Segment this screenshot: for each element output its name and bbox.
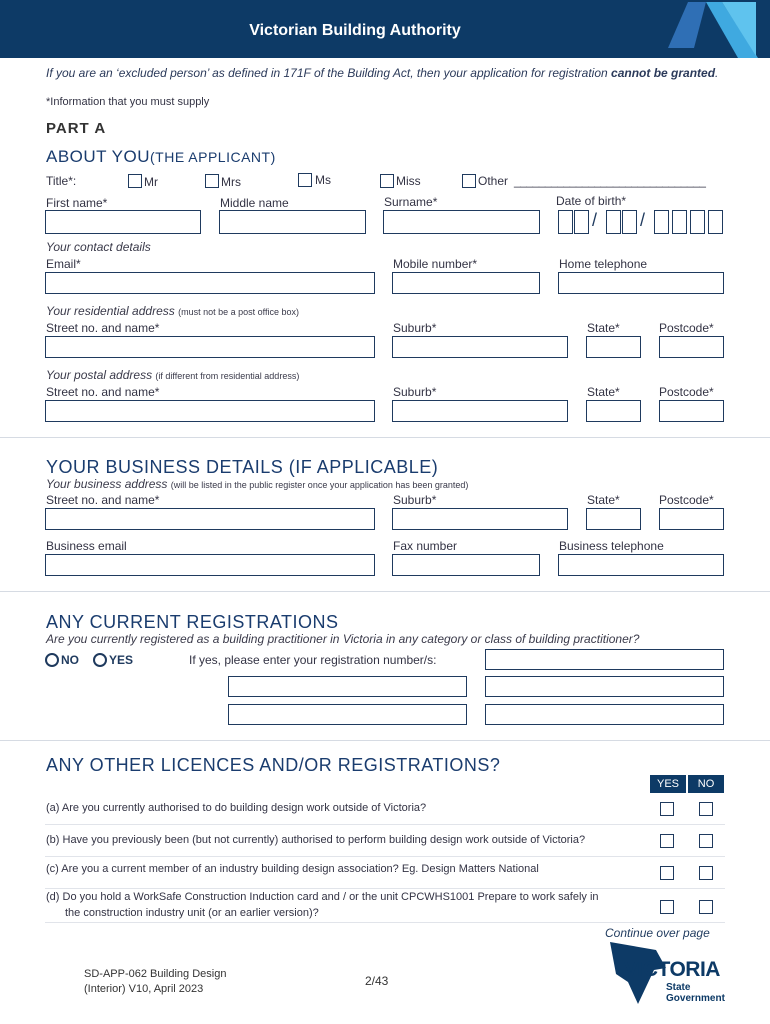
- bus-email-label: Business email: [46, 539, 127, 553]
- registration-number-field-2[interactable]: [228, 676, 467, 697]
- excluded-person-note: [46, 66, 736, 80]
- part-a-label: PART A: [46, 120, 107, 137]
- dob-year-1[interactable]: [654, 210, 669, 234]
- title-label: Title*:: [46, 174, 77, 188]
- bus-fax-label: Fax number: [393, 539, 458, 553]
- email-label: Email*: [46, 257, 81, 271]
- excluded-text: If you are an ‘excluded person’ as defined in 171F of the Building Act, then your application for registration: [46, 66, 612, 80]
- postal-street-field[interactable]: [45, 400, 375, 422]
- dob-day-2[interactable]: [574, 210, 589, 234]
- title-mrs-checkbox[interactable]: [205, 174, 219, 188]
- bus-street-field[interactable]: [45, 508, 375, 530]
- registration-number-field-3[interactable]: [485, 676, 724, 697]
- registration-number-field-1[interactable]: [485, 649, 724, 670]
- first-name-field[interactable]: [45, 210, 201, 234]
- res-suburb-field[interactable]: [392, 336, 568, 358]
- bus-postcode-field[interactable]: [659, 508, 724, 530]
- res-state-field[interactable]: [586, 336, 641, 358]
- surname-label: Surname*: [384, 195, 438, 209]
- registration-number-field-4[interactable]: [228, 704, 467, 725]
- page-number: 2/43: [365, 974, 389, 988]
- bus-state-field[interactable]: [586, 508, 641, 530]
- dob-year-3[interactable]: [690, 210, 705, 234]
- dob-month-2[interactable]: [622, 210, 637, 234]
- home-phone-label: Home telephone: [559, 257, 648, 271]
- dob-label: Date of birth*: [556, 194, 627, 208]
- bus-email-field[interactable]: [45, 554, 375, 576]
- business-heading: YOUR BUSINESS DETAILS (IF APPLICABLE): [46, 457, 439, 477]
- title-miss-checkbox[interactable]: [380, 174, 394, 188]
- registered-no-radio[interactable]: [45, 653, 59, 667]
- question-a-no-checkbox[interactable]: [699, 802, 713, 816]
- res-street-field[interactable]: [45, 336, 375, 358]
- col-no-header: NO: [688, 775, 724, 793]
- home-phone-field[interactable]: [558, 272, 724, 294]
- question-d-no-checkbox[interactable]: [699, 900, 713, 914]
- question-c-no-checkbox[interactable]: [699, 866, 713, 880]
- registrations-heading: ANY CURRENT REGISTRATIONS: [46, 612, 339, 632]
- state-government-text: [666, 982, 725, 1004]
- registered-yes-label: YES: [109, 653, 134, 667]
- question-c-yes-checkbox[interactable]: [660, 866, 674, 880]
- question-divider: [45, 888, 725, 889]
- postal-suburb-field[interactable]: [392, 400, 568, 422]
- res-street-label: Street no. and name*: [46, 321, 160, 335]
- title-other-line: _______________________________: [514, 174, 706, 188]
- vba-logo-icon: [660, 0, 770, 58]
- bus-state-label: State*: [587, 493, 620, 507]
- first-name-label: First name*: [46, 196, 108, 210]
- residential-note: (must not be a post office box): [178, 307, 299, 317]
- section-divider: [0, 437, 770, 438]
- logo-state: State: [666, 982, 691, 993]
- dob-month-1[interactable]: [606, 210, 621, 234]
- logo-government: Government: [666, 993, 725, 1004]
- registration-number-label: If yes, please enter your registration number/s:: [189, 653, 437, 667]
- question-a-yes-checkbox[interactable]: [660, 802, 674, 816]
- title-ms-label: Ms: [315, 173, 331, 187]
- question-c: (c) Are you a current member of an industry building design association? Eg. Design Matters National: [46, 863, 539, 875]
- dob-sep-2: /: [640, 210, 646, 230]
- residential-heading-text: Your residential address: [46, 304, 175, 318]
- postal-heading: [46, 368, 299, 382]
- postal-suburb-label: Suburb*: [393, 385, 437, 399]
- bus-phone-field[interactable]: [558, 554, 724, 576]
- title-mr-checkbox[interactable]: [128, 174, 142, 188]
- postal-state-field[interactable]: [586, 400, 641, 422]
- section-divider: [0, 591, 770, 592]
- dob-year-4[interactable]: [708, 210, 723, 234]
- excluded-end: .: [715, 66, 719, 80]
- question-a: (a) Are you currently authorised to do building design work outside of Victoria?: [46, 802, 427, 814]
- registered-yes-radio[interactable]: [93, 653, 107, 667]
- title-ms-checkbox[interactable]: [298, 173, 312, 187]
- res-suburb-label: Suburb*: [393, 321, 437, 335]
- required-note: *Information that you must supply: [46, 96, 210, 108]
- question-d-line2: the construction industry unit (or an earlier version)?: [65, 907, 319, 919]
- postal-postcode-label: Postcode*: [659, 385, 714, 399]
- about-you-main: ABOUT YOU: [46, 147, 151, 166]
- about-you-heading: [46, 147, 276, 167]
- title-other-checkbox[interactable]: [462, 174, 476, 188]
- res-postcode-field[interactable]: [659, 336, 724, 358]
- business-address-note: (will be listed in the public register once your application has been granted): [170, 480, 469, 490]
- surname-field[interactable]: [383, 210, 540, 234]
- question-divider: [45, 922, 725, 923]
- registration-number-field-5[interactable]: [485, 704, 724, 725]
- contact-heading: Your contact details: [46, 240, 151, 254]
- question-d-yes-checkbox[interactable]: [660, 900, 674, 914]
- about-you-sub: (THE APPLICANT): [150, 149, 276, 165]
- bus-street-label: Street no. and name*: [46, 493, 160, 507]
- question-d-line1: (d) Do you hold a WorkSafe Construction Induction card and / or the unit CPCWHS1001 Prepare to work safely in: [46, 891, 599, 903]
- email-field[interactable]: [45, 272, 375, 294]
- res-state-label: State*: [587, 321, 620, 335]
- bus-suburb-field[interactable]: [392, 508, 568, 530]
- residential-heading: [46, 304, 299, 318]
- mobile-label: Mobile number*: [393, 257, 478, 271]
- registrations-question: Are you currently registered as a building practitioner in Victoria in any category or class of building practitioner?: [46, 632, 640, 646]
- question-b: (b) Have you previously been (but not currently) authorised to perform building design work outside of Victoria?: [46, 834, 586, 846]
- question-b-no-checkbox[interactable]: [699, 834, 713, 848]
- mobile-field[interactable]: [392, 272, 540, 294]
- bus-phone-label: Business telephone: [559, 539, 664, 553]
- question-divider: [45, 824, 725, 825]
- question-b-yes-checkbox[interactable]: [660, 834, 674, 848]
- title-mr-label: Mr: [144, 175, 158, 189]
- page-title: Victorian Building Authority: [249, 22, 461, 39]
- registered-no-label: NO: [61, 653, 79, 667]
- title-miss-label: Miss: [396, 174, 421, 188]
- licences-heading: ANY OTHER LICENCES AND/OR REGISTRATIONS?: [46, 755, 501, 775]
- bus-suburb-label: Suburb*: [393, 493, 437, 507]
- business-address-heading: [46, 477, 468, 491]
- dob-day-1[interactable]: [558, 210, 573, 234]
- doc-id-line2: (Interior) V10, April 2023: [84, 983, 204, 995]
- postal-heading-text: Your postal address: [46, 368, 153, 382]
- title-mrs-label: Mrs: [221, 175, 241, 189]
- victoria-logo-text: VICTORIA: [624, 958, 720, 981]
- middle-name-label: Middle name: [220, 196, 289, 210]
- business-address-text: Your business address: [46, 477, 168, 491]
- postal-postcode-field[interactable]: [659, 400, 724, 422]
- excluded-bold: cannot be granted: [611, 66, 716, 80]
- dob-year-2[interactable]: [672, 210, 687, 234]
- postal-street-label: Street no. and name*: [46, 385, 160, 399]
- bus-postcode-label: Postcode*: [659, 493, 714, 507]
- section-divider: [0, 740, 770, 741]
- postal-note: (if different from residential address): [155, 371, 300, 381]
- doc-id-line1: SD-APP-062 Building Design: [84, 968, 227, 980]
- bus-fax-field[interactable]: [392, 554, 540, 576]
- postal-state-label: State*: [587, 385, 620, 399]
- continue-note: Continue over page: [605, 926, 710, 940]
- question-divider: [45, 856, 725, 857]
- title-other-label: Other: [478, 174, 509, 188]
- dob-sep-1: /: [592, 210, 598, 230]
- middle-name-field[interactable]: [219, 210, 366, 234]
- col-yes-header: YES: [650, 775, 686, 793]
- res-postcode-label: Postcode*: [659, 321, 714, 335]
